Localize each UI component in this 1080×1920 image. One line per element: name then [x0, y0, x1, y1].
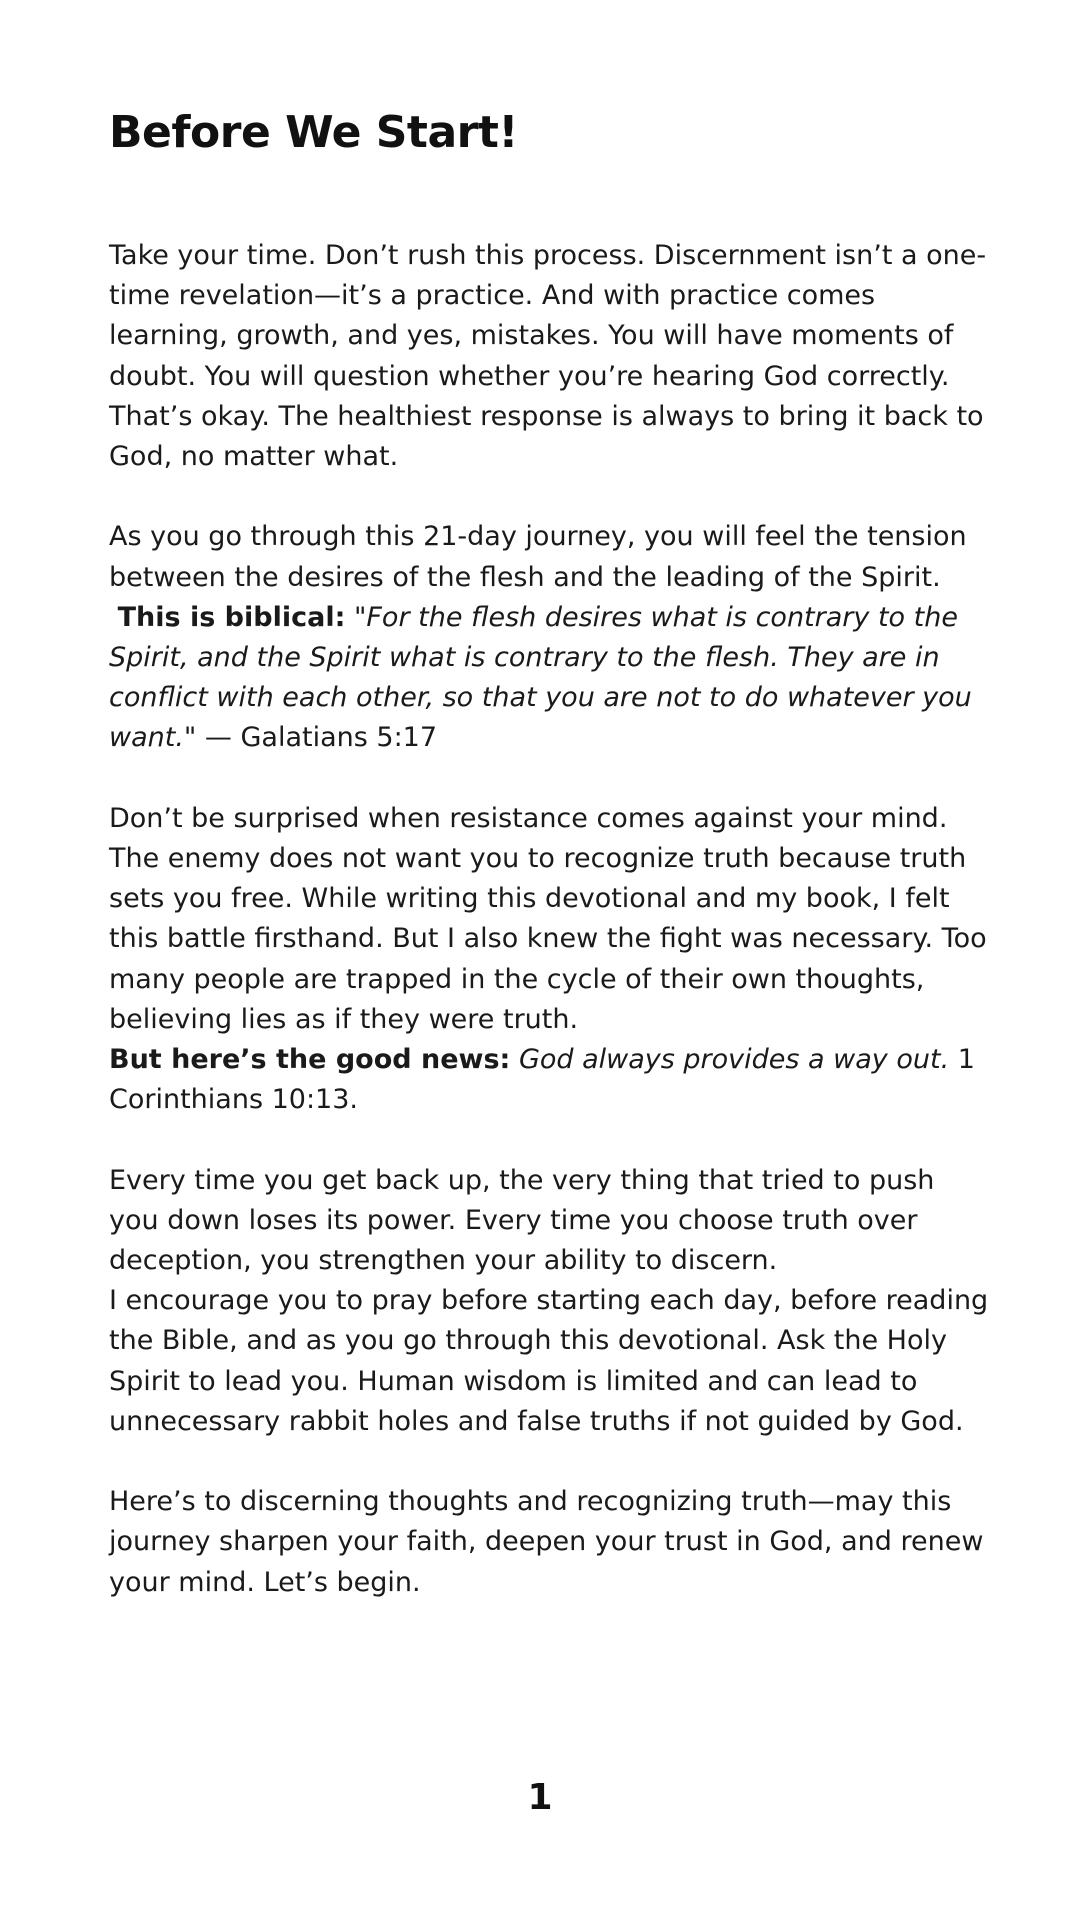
paragraph-lets-begin: Here’s to discerning thoughts and recognizing truth—may this journey sharpen your faith, deepen your trust in God, and renew your mind. Let’s begin. — [109, 1486, 984, 1598]
way-out-text: God always provides a way out. — [518, 1044, 950, 1076]
paragraph-take-your-time: Take your time. Don’t rush this process. Discernment isn’t a one-time revelation—it’s a practice. And with practice comes learning, growth, and yes, mistakes. You will have moments of doubt. You will question whether you’re hearing God correctly. That’s okay. The healthiest response is always to bring it back to God, no matter what. — [109, 240, 987, 473]
galatians-reference: — Galatians 5:17 — [196, 722, 438, 754]
galatians-quote: "For the flesh desires what is contrary to the Spirit, and the Spirit what is contrary to the flesh. They are in conflict with each other, so that you are not to do whatever you want." — [109, 601, 972, 754]
paragraph-pray: I encourage you to pray before starting each day, before reading the Bible, and as you go through this devotional. Ask the Holy Spirit to lead you. Human wisdom is limited and can lead to unnecessary rabbit holes and false truths if not guided by God. — [109, 1285, 989, 1437]
body-text — [109, 236, 989, 1603]
page-number: 1 — [527, 1777, 553, 1818]
paragraph-spacer — [109, 1442, 989, 1482]
good-news-label: But here’s the good news: — [109, 1044, 511, 1076]
biblical-label: This is biblical: — [117, 601, 346, 633]
paragraph-spacer — [109, 1120, 989, 1160]
paragraph-journey-tension: As you go through this 21-day journey, you will feel the tension between the desires of the flesh and the leading of the Spirit. — [109, 521, 967, 593]
paragraph-biblical-quote — [109, 598, 989, 759]
paragraph-get-back-up: Every time you get back up, the very thing that tried to push you down loses its power. Every time you choose truth over deception, you strengthen your ability to discern. — [109, 1164, 935, 1277]
corinthians-reference: 1 Corinthians 10:13. — [109, 1044, 975, 1116]
paragraph-spacer — [109, 477, 989, 517]
paragraph-spacer — [109, 759, 989, 799]
paragraph-resistance: Don’t be surprised when resistance comes against your mind. The enemy does not want you to recognize truth because truth sets you free. While writing this devotional and my book, I felt this battle firsthand. But I also knew the fight was necessary. Too many people are trapped in the cycle of their own thoughts, believing lies as if they were truth. — [109, 802, 987, 1035]
paragraph-good-news — [109, 1040, 989, 1120]
page-title: Before We Start! — [109, 107, 518, 158]
